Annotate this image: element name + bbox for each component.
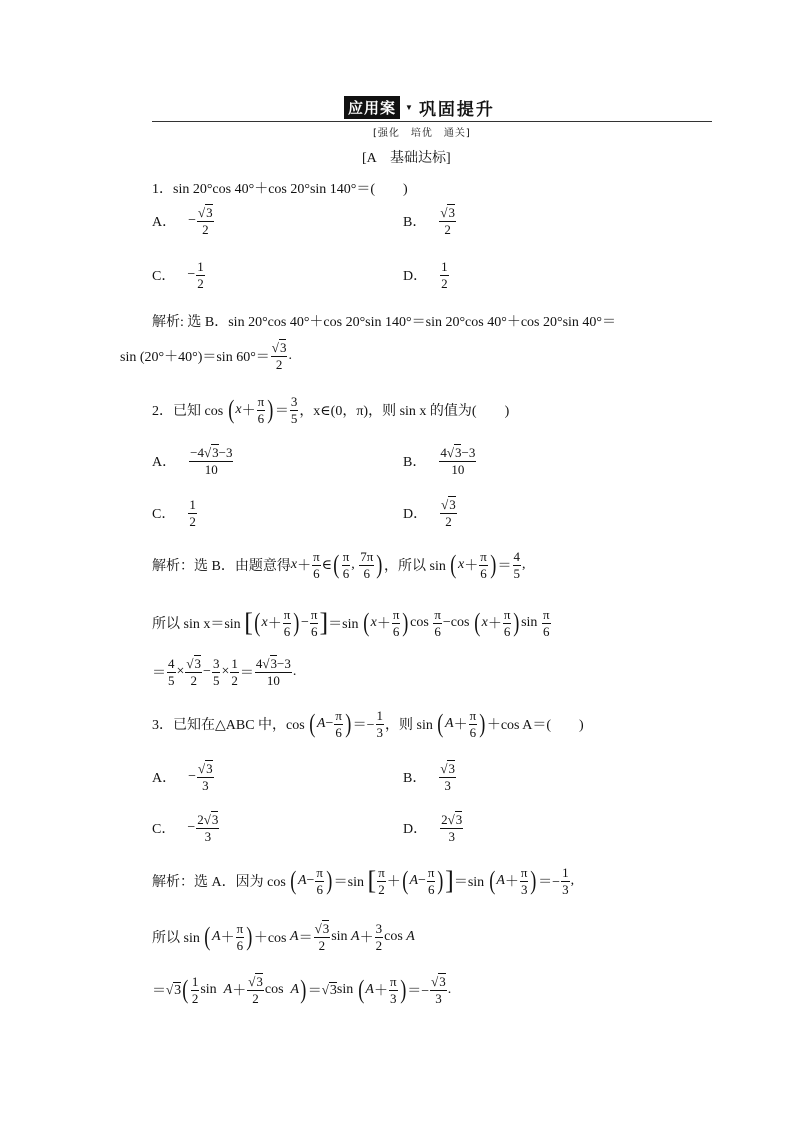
q1-solution-line2: sin (20°＋40°)＝sin 60°＝ $\frac{√3}{2}$ . [120, 340, 292, 372]
q2-option-b: B． $\frac{4√3-3}{10}$ [403, 445, 476, 477]
triangle-down-icon: ▼ [405, 102, 413, 112]
q2-solution-line2: 所以 sin x＝sin [ ( x ＋ $\frac{\pi}{6}$ ) − $\frac{\pi}{6}$ ] ＝sin ( x ＋ $\frac{\pi}{6}$ ) cos $\frac{\pi}{6}$ −cos ( x ＋ $\frac{\pi}{6}$ ) sin $\frac{\pi}{6}$ [152, 607, 550, 639]
q3-option-d: D． $\frac{2√3}{3}$ [403, 812, 463, 844]
q3-solution-line3: ＝ √ 3 ( $\frac{1}{2}$ sin A ＋ $\frac{√3}{2}$ cos A ) ＝ √ 3 sin ( A ＋ $\frac{\pi}{3}$ ) ＝− $\frac{√3}{3}$ . [152, 974, 452, 1006]
q3-solution-line2: 所以 sin ( A ＋ $\frac{\pi}{6}$ ) ＋cos A ＝ $\frac{√3}{2}$ sin A ＋ $\frac{3}{2}$ cos A [152, 921, 415, 953]
q2-option-a: A． $\frac{-4√3-3}{10}$ [152, 445, 233, 477]
section-header [344, 96, 495, 118]
header-title: 巩固提升 [418, 99, 495, 120]
q1-solution-line1: 解析: 选 B．sin 20°cos 40°＋cos 20°sin 140°＝sin 20°cos 40°＋cos 20°sin 40°＝ [152, 315, 617, 330]
q3-option-b: B． $\frac{√3}{3}$ [403, 761, 455, 793]
q1-option-a: A． − $\frac{√3}{2}$ [152, 205, 213, 237]
q1-stem: 1．sin 20°cos 40°＋cos 20°sin 140°＝( ) [152, 182, 408, 197]
q3-option-a: A． − $\frac{√3}{3}$ [152, 761, 213, 793]
q3-solution-line1: 解析：选 A．因为 cos ( A − $\frac{\pi}{6}$ ) ＝sin [ $\frac{\pi}{2}$ ＋ ( A − $\frac{\pi}{6}$ ) ] ＝sin ( A ＋ $\frac{\pi}{3}$ ) ＝− $\frac{1}{3}$ , [152, 865, 575, 897]
header-badge: 应用案 [344, 96, 400, 119]
q3-stem: 3．已知在△ABC 中，cos ( A − $\frac{\pi}{6}$ ) ＝− $\frac{1}{3}$ ，则 sin ( A ＋ $\frac{\pi}{6}$ ) ＋cos A＝( ) [152, 708, 584, 740]
q1-option-c: C． − $\frac{1}{2}$ [152, 259, 204, 291]
q2-stem: 2．已知 cos ( x ＋ $\frac{\pi}{6}$ ) ＝ $\frac{3}{5}$ ，x∈(0，π)，则 sin x 的值为( ) [152, 394, 510, 426]
q1-option-d: D． $\frac{1}{2}$ [403, 259, 448, 291]
q2-option-d: D． $\frac{√3}{2}$ [403, 497, 456, 529]
q1-option-b: B． $\frac{√3}{2}$ [403, 205, 455, 237]
q3-option-c: C． − $\frac{2√3}{3}$ [152, 812, 219, 844]
section-title: [A 基础达标] [362, 151, 451, 166]
header-rule [152, 121, 712, 122]
q2-solution-line1: 解析：选 B．由题意得 x ＋ $\frac{\pi}{6}$ ∈ ( $\frac{\pi}{6}$ , $\frac{7\pi}{6}$ ) ，所以 sin ( x ＋ $\frac{\pi}{6}$ ) ＝ $\frac{4}{5}$ , [152, 549, 526, 581]
header-subtitle: [强化 培优 通关] [373, 128, 471, 139]
q2-solution-line3: ＝ $\frac{4}{5}$ × $\frac{√3}{2}$ − $\frac{3}{5}$ × $\frac{1}{2}$ ＝ $\frac{4√3-3}{10}$ . [152, 656, 297, 688]
q2-option-c: C． $\frac{1}{2}$ [152, 497, 196, 529]
